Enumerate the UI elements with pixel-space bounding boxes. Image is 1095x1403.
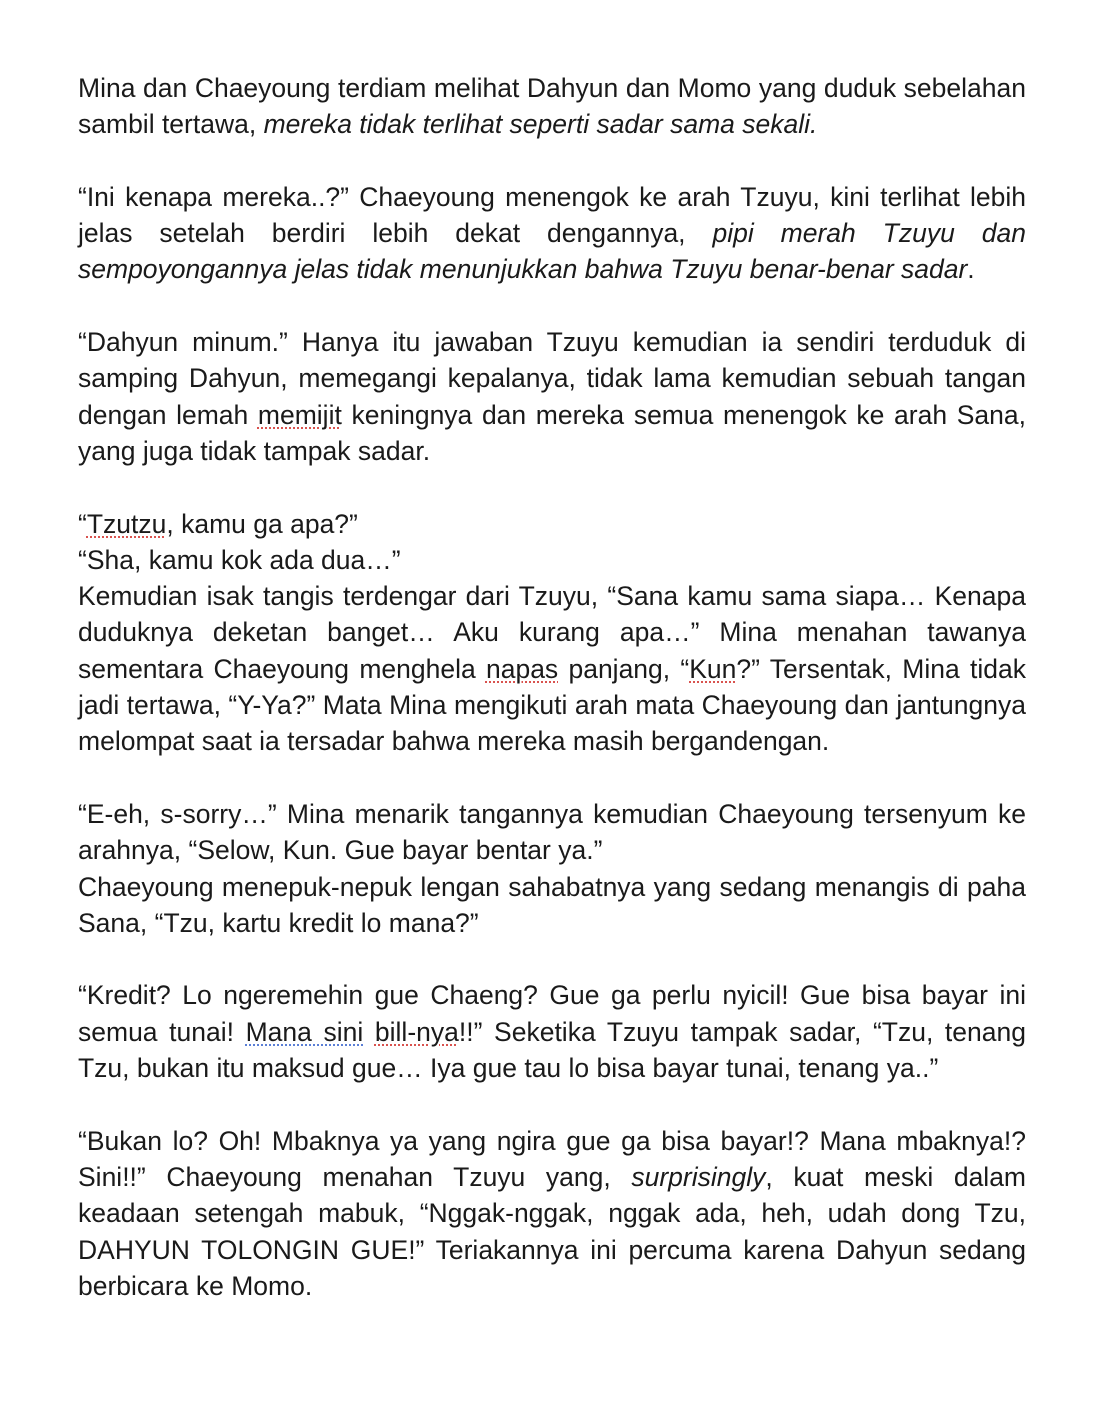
p5-line-2: Chaeyoung menepuk-nepuk lengan sahabatnya yang sedang menangis di paha Sana, “Tzu, kartu kredit lo mana?” — [78, 871, 1026, 938]
p4-l3-text: Kemudian isak tangis terdengar dari Tzuyu, “Sana kamu sama siapa… Kenapa duduknya deketan banget… Aku kurang apa…” Mina menahan tawanya sementara Chaeyoung menghela — [78, 581, 1026, 684]
p4-l1-rest: , kamu ga apa?” — [166, 508, 358, 539]
p6-space — [363, 1017, 375, 1047]
paragraph-7 — [78, 1123, 1026, 1304]
p4-line-3 — [78, 578, 1026, 759]
p1-italic-text: mereka tidak terlihat seperti sadar sama sekali. — [263, 109, 818, 140]
paragraph-3 — [78, 324, 1026, 469]
p5-line-1: “E-eh, s-sorry…” Mina menarik tangannya kemudian Chaeyoung tersenyum ke arahnya, “Selow, Kun. Gue bayar bentar ya.” — [78, 798, 1026, 866]
p4-line-2: “Sha, kamu kok ada dua…” — [78, 544, 401, 575]
p2-end: . — [967, 254, 975, 285]
p1-text: Mina dan Chaeyoung terdiam melihat Dahyun dan Momo yang duduk sebelahan sambil tertawa, — [78, 73, 1026, 140]
paragraph-4 — [78, 506, 1026, 760]
p4-spellcheck-kun: Kun — [689, 653, 737, 684]
p3-spellcheck-word: memijit — [257, 399, 342, 430]
p6-spellcheck-bill-nya: bill-nya — [374, 1016, 459, 1047]
p3-text-end: keningnya dan mereka semua menengok ke arah Sana, yang juga tidak tampak sadar. — [78, 399, 1026, 466]
p6-grammar-mana-sini: Mana sini — [245, 1016, 364, 1047]
p4-l3-mid: panjang, “ — [558, 653, 690, 684]
p7-text: “Bukan lo? Oh! Mbaknya ya yang ngira gue ga bisa bayar!? Mana mbaknya!? Sini!!” Chaeyoung menahan Tzuyu yang, — [78, 1125, 1026, 1192]
p2-italic-text: pipi merah Tzuyu dan sempoyongannya jelas tidak menunjukkan bahwa Tzuyu benar-benar sadar — [78, 218, 1026, 285]
p4-spellcheck-napas: napas — [485, 653, 559, 684]
p7-italic-surprisingly: surprisingly — [631, 1161, 766, 1192]
p4-spellcheck-tzutzu: Tzutzu — [86, 508, 167, 539]
paragraph-5 — [78, 796, 1026, 941]
p4-l1-quote: “ — [78, 508, 87, 539]
paragraph-6 — [78, 977, 1026, 1086]
p3-text: “Dahyun minum.” Hanya itu jawaban Tzuyu kemudian ia sendiri terduduk di samping Dahyun, memegangi kepalanya, tidak lama kemudian sebuah tangan dengan lemah — [78, 327, 1026, 430]
document-body — [78, 70, 1026, 1304]
p4-l3-end: ?” Tersentak, Mina tidak jadi tertawa, “Y-Ya?” Mata Mina mengikuti arah mata Chaeyoung dan jantungnya melompat saat ia tersadar bahwa mereka masih bergandengan. — [78, 653, 1026, 757]
p2-text: “Ini kenapa mereka..?” Chaeyoung menengok ke arah Tzuyu, kini terlihat lebih jelas setelah berdiri lebih dekat dengannya, — [78, 181, 1026, 249]
paragraph-1 — [78, 70, 1026, 143]
p4-line-1 — [78, 506, 1026, 542]
p6-text-end: !!” Seketika Tzuyu tampak sadar, “Tzu, tenang Tzu, bukan itu maksud gue… Iya gue tau lo bisa bayar tunai, tenang ya..” — [78, 1016, 1026, 1084]
paragraph-2 — [78, 179, 1026, 288]
p6-text: “Kredit? Lo ngeremehin gue Chaeng? Gue ga perlu nyicil! Gue bisa bayar ini semua tunai! — [78, 980, 1026, 1047]
p7-text-end: , kuat meski dalam keadaan setengah mabuk, “Nggak-nggak, nggak ada, heh, udah dong Tzu, DAHYUN TOLONGIN GUE!” Teriakannya ini percuma karena Dahyun sedang berbicara ke Momo. — [78, 1161, 1027, 1301]
